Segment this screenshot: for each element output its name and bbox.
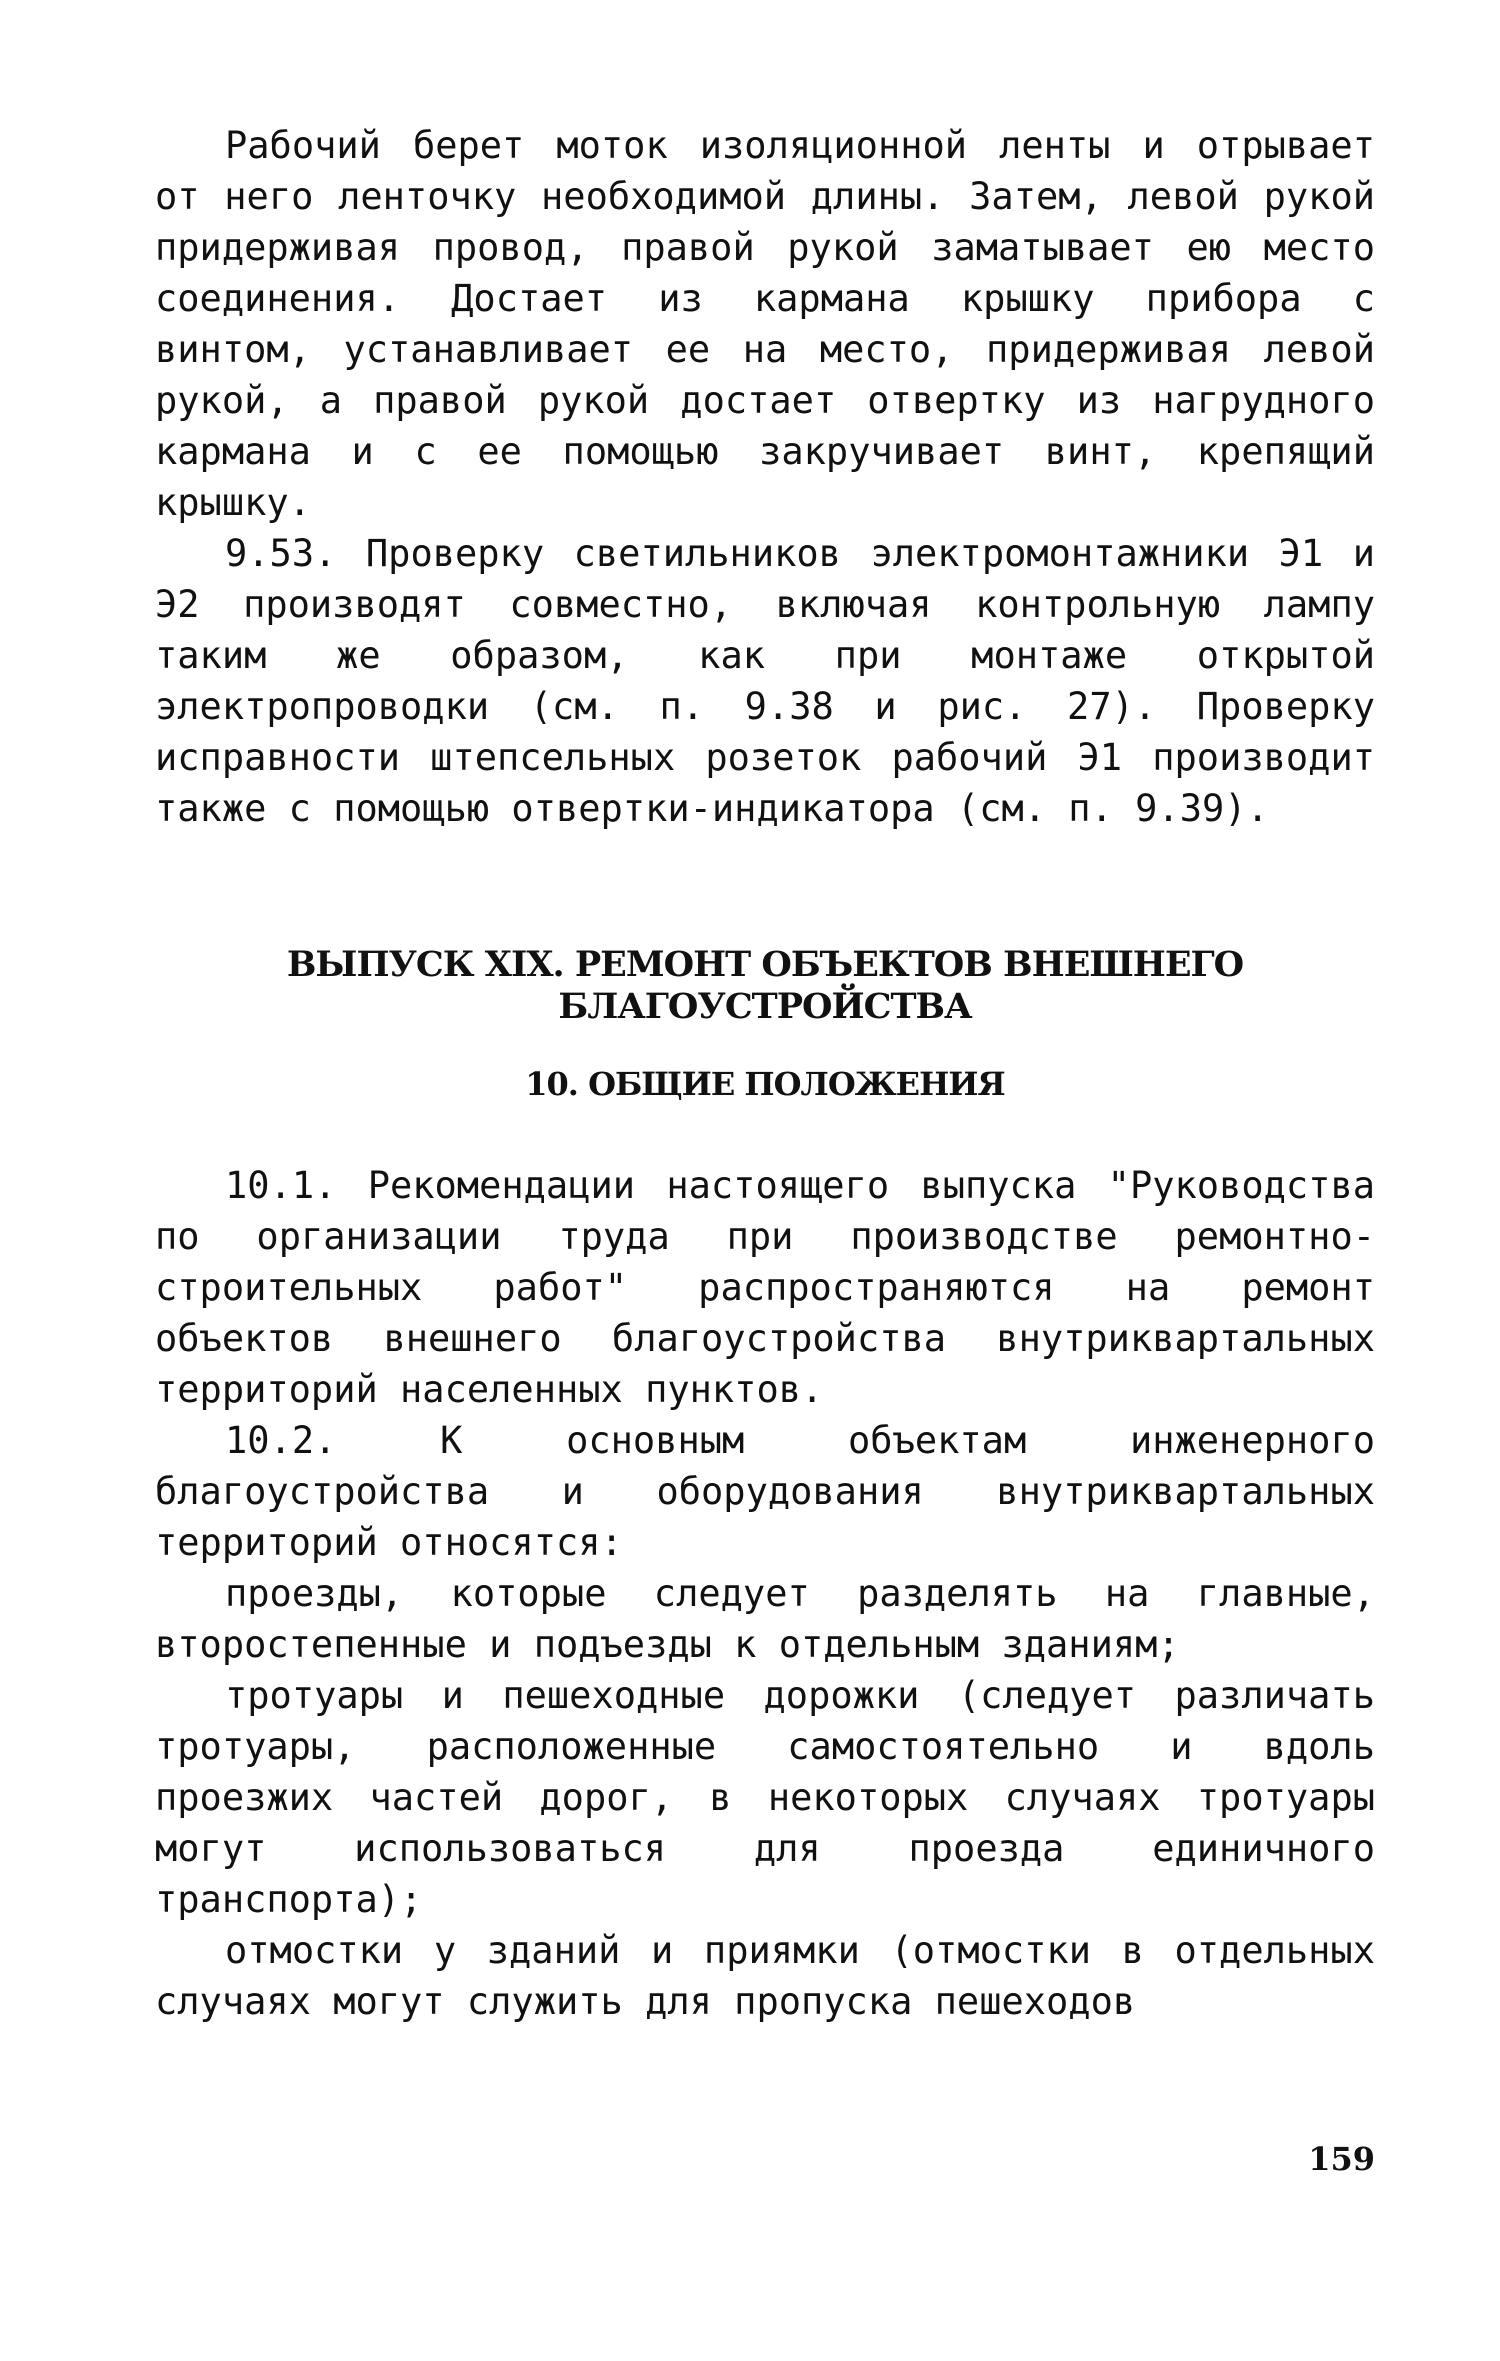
paragraph-worker-tape: Рабочий берет моток изоляционной ленты и отрывает от него ленточку необходимой длины. Затем, левой рукой придерживая провод, правой рукой заматывает ею место соединения. Достает из кармана крышку прибора с винтом, устанавливает ее на место, придерживая левой рукой, а правой рукой достает отвертку из нагрудного кармана и с ее помощью закручивает винт, крепящий крышку.: [155, 124, 1375, 524]
document-page: [155, 120, 1375, 2027]
release-title: [155, 944, 1375, 1028]
paragraph-9-53: 9.53. Проверку светильников электромонтажники Э1 и Э2 производят совместно, включая контрольную лампу таким же образом, как при монтаже открытой электропроводки (см. п. 9.38 и рис. 27). Проверку исправности штепсельных розеток рабочий Э1 производит также с помощью отвертки-индикатора (см. п. 9.39).: [155, 532, 1375, 830]
release-title-line-2: БЛАГОУСТРОЙСТВА: [558, 986, 972, 1027]
paragraph-10-1: 10.1. Рекомендации настоящего выпуска "Руководства по организации труда при производстве ремонтно-строительных работ" распространяются на ремонт объектов внешнего благоустройства внутриквартальных территорий населенных пунктов.: [155, 1164, 1375, 1411]
chapter-title: 10. ОБЩИЕ ПОЛОЖЕНИЯ: [525, 1065, 1005, 1103]
page-number: 159: [1308, 2140, 1375, 2178]
list-item-roads: проезды, которые следует разделять на главные, второстепенные и подъезды к отдельным зданиям;: [155, 1572, 1375, 1666]
list-item-blind-areas: отмостки у зданий и приямки (отмостки в отдельных случаях могут служить для пропуска пешеходов: [155, 1929, 1375, 2023]
release-title-line-1: ВЫПУСК XIX. РЕМОНТ ОБЪЕКТОВ ВНЕШНЕГО: [286, 944, 1244, 985]
list-item-sidewalks: тротуары и пешеходные дорожки (следует различать тротуары, расположенные самостоятельно и вдоль проезжих частей дорог, в некоторых случаях тротуары могут использоваться для проезда единичного транспорта);: [155, 1674, 1375, 1921]
paragraph-10-2: 10.2. К основным объектам инженерного благоустройства и оборудования внутриквартальных территорий относятся:: [155, 1419, 1375, 1564]
